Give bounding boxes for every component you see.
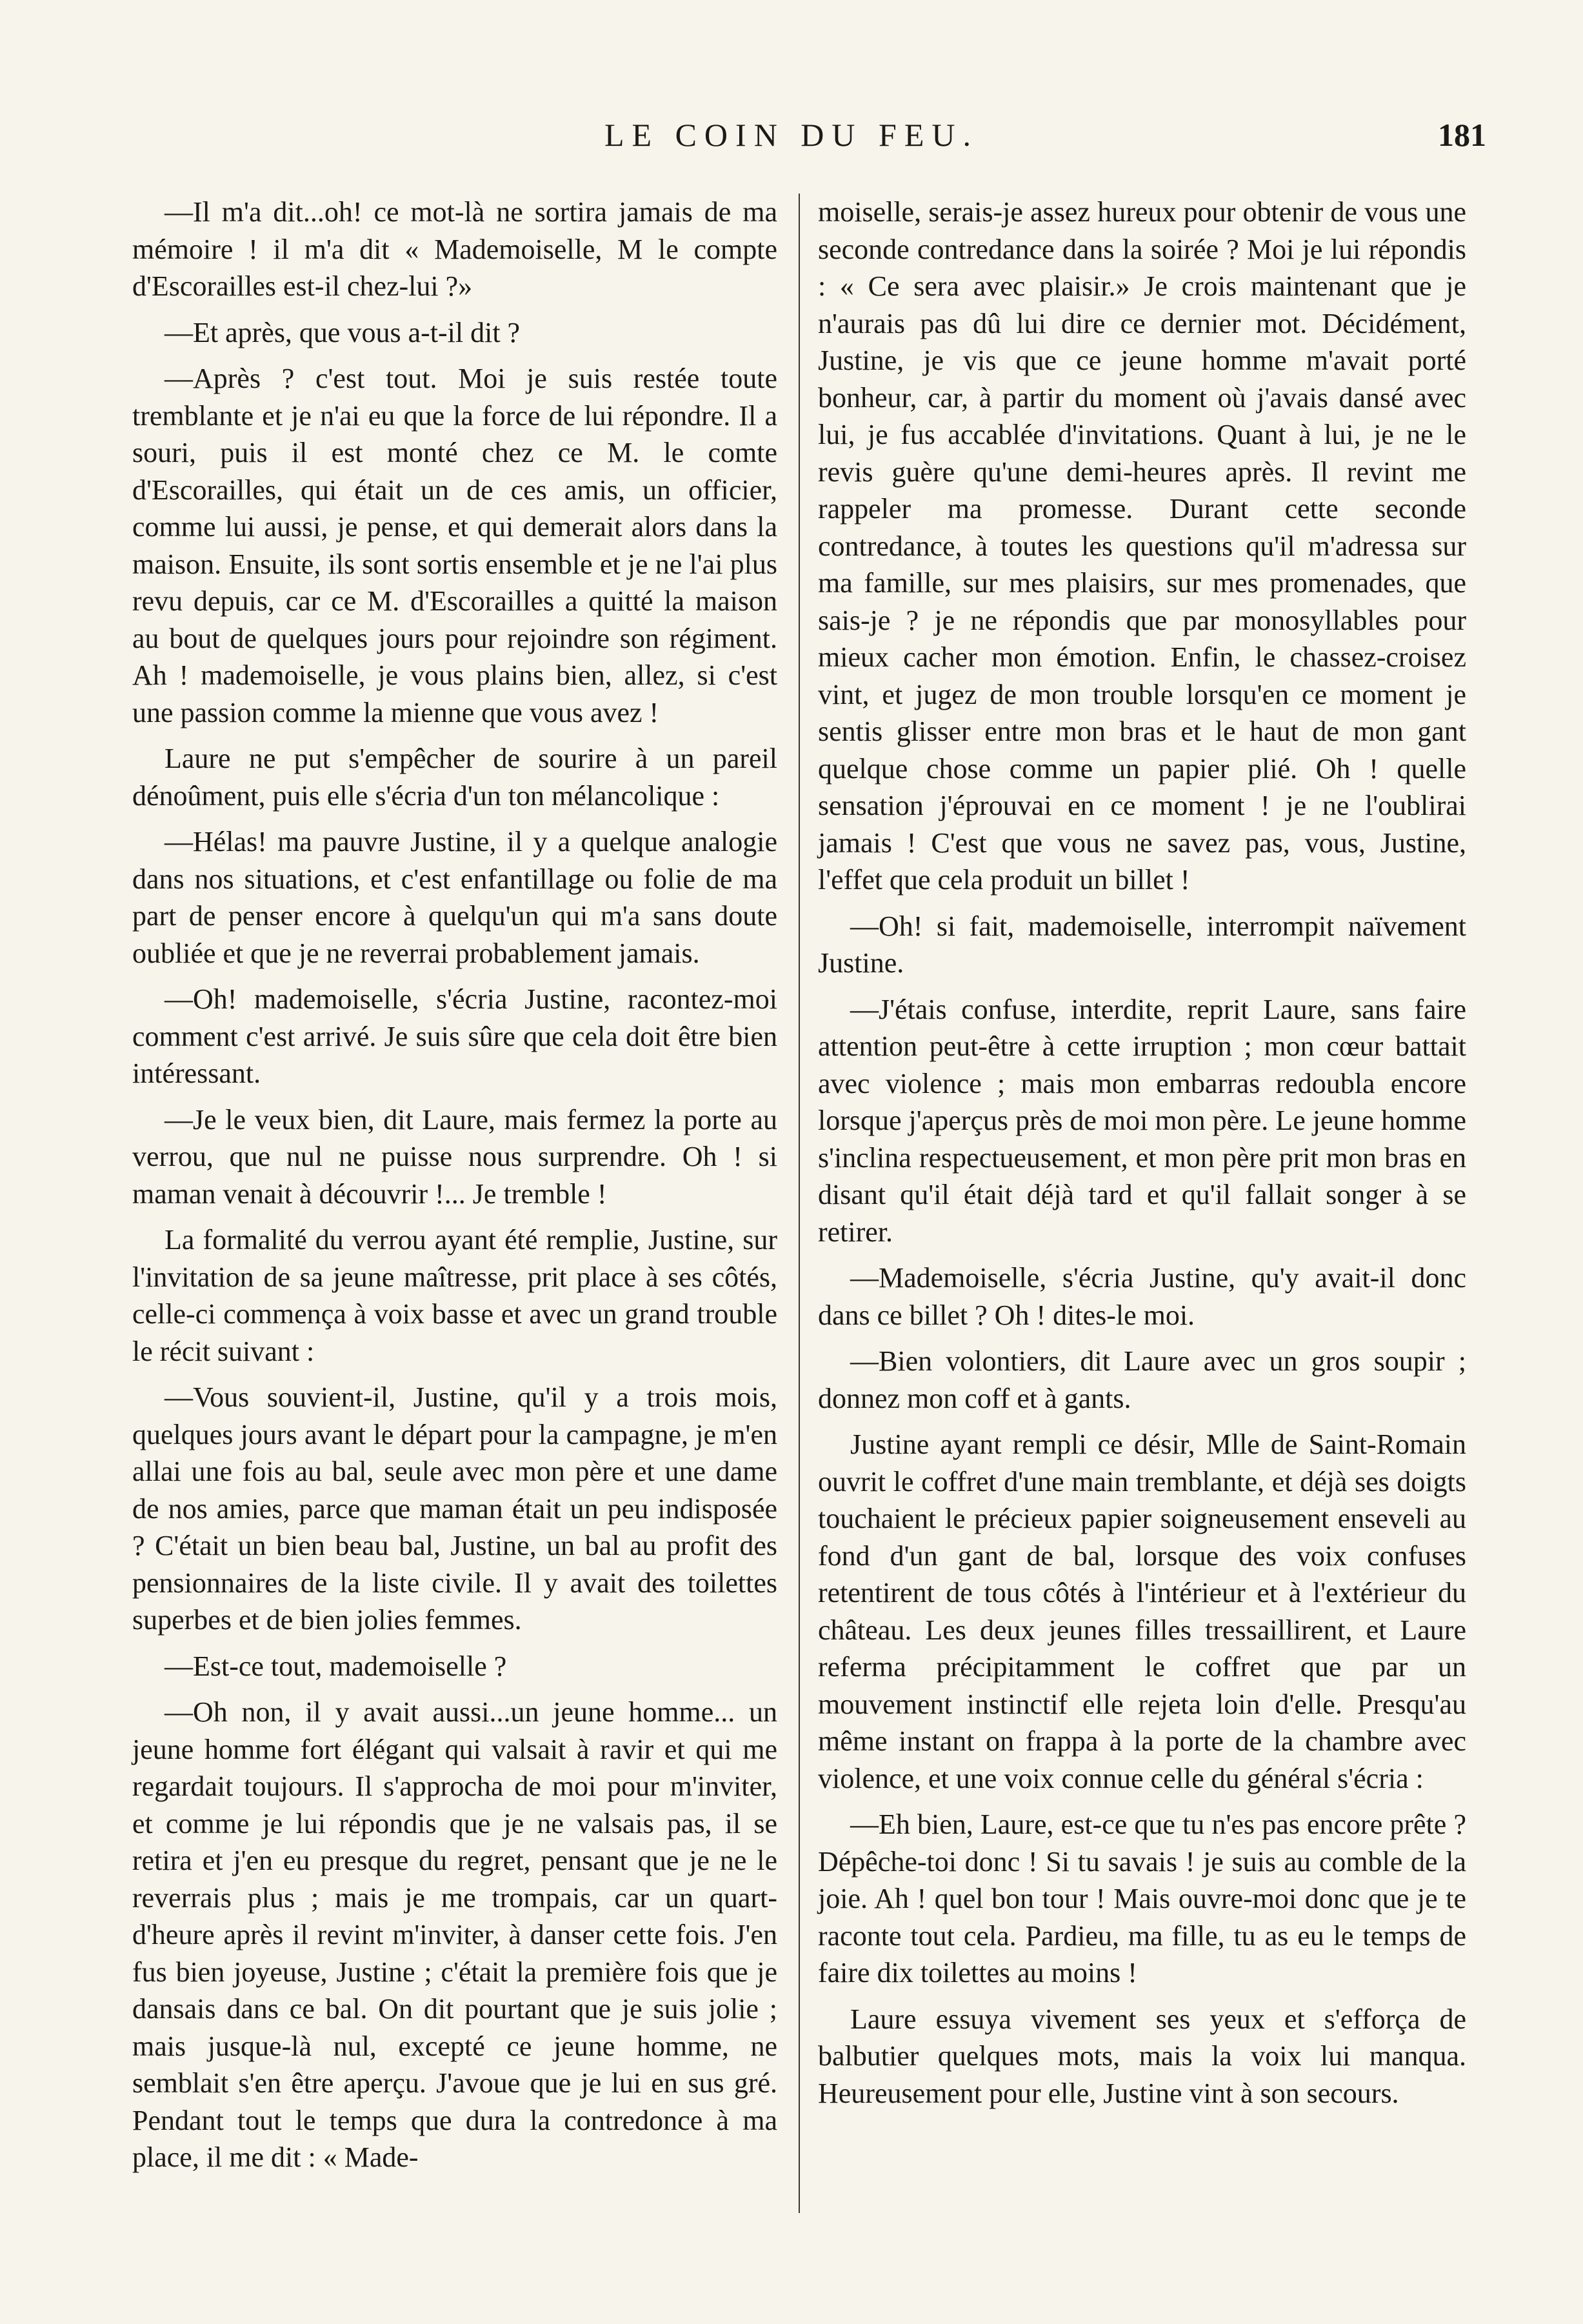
- paragraph: Laure ne put s'empêcher de sourire à un pareil dénoûment, puis elle s'écria d'un ton mélancolique :: [132, 743, 777, 812]
- right-column: [818, 194, 1466, 2121]
- running-head: [0, 116, 1583, 168]
- paragraph: —Oh! mademoiselle, s'écria Justine, racontez-moi comment c'est arrivé. Je suis sûre que cela doit être bien intéressant.: [132, 983, 777, 1089]
- left-column: [132, 194, 777, 2185]
- column-divider: [799, 194, 800, 2213]
- paragraph: —Vous souvient-il, Justine, qu'il y a trois mois, quelques jours avant le départ pour la campagne, je m'en allai une fois au bal, seule avec mon père et une dame de nos amies, parce que maman était un peu indisposée ? C'était un bien beau bal, Justine, un bal au profit des pensionnaires de la liste civile. Il y avait des toilettes superbes et de bien jolies femmes.: [132, 1381, 777, 1636]
- paragraph: —Après ? c'est tout. Moi je suis restée toute tremblante et je n'ai eu que la force de lui répondre. Il a souri, puis il est monté chez ce M. le comte d'Escorailles, qui était un de ces amis, un officier, comme lui aussi, je pense, et qui demerait alors dans la maison. Ensuite, ils sont sortis ensemble et je ne l'ai plus revu depuis, car ce M. d'Escorailles a quitté la maison au bout de quelques jours pour rejoindre son régiment. Ah ! mademoiselle, je vous plains bien, allez, si c'est une passion comme la mienne que vous avez !: [132, 363, 777, 728]
- paragraph: —Oh! si fait, mademoiselle, interrompit naïvement Justine.: [818, 910, 1466, 979]
- paragraph: Justine ayant rempli ce désir, Mlle de Saint-Romain ouvrit le coffret d'une main tremblante, et déjà ses doigts touchaient le précieux papier soigneusement enseveli au fond d'un gant de bal, lorsque des voix confuses retentirent de tous côtés à l'intérieur et à l'extérieur du château. Les deux jeunes filles tressaillirent, et Laure referma précipitamment le coffret que par un mouvement instinctif elle rejeta loin d'elle. Presqu'au même instant on frappa à la porte de la chambre avec violence, et une voix connue celle du général s'écria :: [818, 1428, 1466, 1794]
- page-number: 181: [1438, 117, 1486, 153]
- paragraph: —Eh bien, Laure, est-ce que tu n'es pas encore prête ? Dépêche-toi donc ! Si tu savais ! je suis au comble de la joie. Ah ! quel bon tour ! Mais ouvre-moi donc que je te raconte tout cela. Pardieu, ma fille, tu as eu le temps de faire dix toilettes au moins !: [818, 1808, 1466, 1988]
- paragraph: —Et après, que vous a-t-il dit ?: [164, 316, 521, 348]
- paragraph: —Il m'a dit...oh! ce mot-là ne sortira jamais de ma mémoire ! il m'a dit « Mademoiselle, M le compte d'Escorailles est-il chez-lui ?»: [132, 196, 777, 302]
- paragraph: —Mademoiselle, s'écria Justine, qu'y avait-il donc dans ce billet ? Oh ! dites-le moi.: [818, 1262, 1466, 1331]
- paragraph: —Hélas! ma pauvre Justine, il y a quelque analogie dans nos situations, et c'est enfantillage ou folie de ma part de penser encore à quelqu'un qui m'a sans doute oubliée et que je ne reverrai probablement jamais.: [132, 826, 777, 969]
- running-title: LE COIN DU FEU.: [604, 117, 979, 153]
- paragraph: Laure essuya vivement ses yeux et s'efforça de balbutier quelques mots, mais la voix lui manqua. Heureusement pour elle, Justine vint à son secours.: [818, 2003, 1466, 2109]
- paragraph: moiselle, serais-je assez hureux pour obtenir de vous une seconde contredance dans la soirée ? Moi je lui répondis : « Ce sera avec plaisir.» Je crois maintenant que je n'aurais pas dû lui dire ce dernier mot. Décidément, Justine, je vis que ce jeune homme m'avait porté bonheur, car, à partir du moment où j'avais dansé avec lui, je fus accablée d'invitations. Quant à lui, je ne le revis guère qu'une demi-heures après. Il revint me rappeler ma promesse. Durant cette seconde contredance, à toutes les questions qu'il m'adressa sur ma famille, sur mes plaisirs, sur mes promenades, que sais-je ? je ne répondis que par monosyllables pour mieux cacher mon émotion. Enfin, le chassez-croisez vint, et jugez de mon trouble lorsqu'en ce moment je sentis glisser entre mon bras et le haut de mon gant quelque chose comme un papier plié. Oh ! quelle sensation j'éprouvai en ce moment ! je ne l'oublirai jamais ! C'est que vous ne savez pas, vous, Justine, l'effet que cela produit un billet !: [818, 196, 1466, 896]
- paragraph: —J'étais confuse, interdite, reprit Laure, sans faire attention peut-être à cette irruption ; mon cœur battait avec violence ; mais mon embarras redoubla encore lorsque j'aperçus près de moi mon père. Le jeune homme s'inclina respectueusement, et mon père prit mon bras en disant qu'il était déjà tard et qu'il fallait songer à se retirer.: [818, 993, 1466, 1248]
- paragraph: —Oh non, il y avait aussi...un jeune homme... un jeune homme fort élégant qui valsait à ravir et qui me regardait toujours. Il s'approcha de moi pour m'inviter, et comme je lui répondis que je ne valsais pas, il se retira et j'en eu presque du regret, pensant que je ne le reverrais plus ; mais je me trompais, car un quart-d'heure après il revint m'inviter, à danser cette fois. J'en fus bien joyeuse, Justine ; c'était la première fois que je dansais dans ce bal. On dit pourtant que je suis jolie ; mais jusque-là nul, excepté ce jeune homme, ne semblait s'en être aperçu. J'avoue que je lui en sus gré. Pendant tout le temps que dura la contredonce à ma place, il me dit : « Made-: [132, 1696, 777, 2173]
- paragraph: La formalité du verrou ayant été remplie, Justine, sur l'invitation de sa jeune maîtresse, prit place à ses côtés, celle-ci commença à voix basse et avec un grand trouble le récit suivant :: [132, 1224, 777, 1367]
- paragraph: —Je le veux bien, dit Laure, mais fermez la porte au verrou, que nul ne puisse nous surprendre. Oh ! si maman venait à découvrir !... Je tremble !: [132, 1103, 777, 1210]
- paragraph: —Est-ce tout, mademoiselle ?: [164, 1650, 507, 1682]
- paragraph: —Bien volontiers, dit Laure avec un gros soupir ; donnez mon coff et à gants.: [818, 1345, 1466, 1414]
